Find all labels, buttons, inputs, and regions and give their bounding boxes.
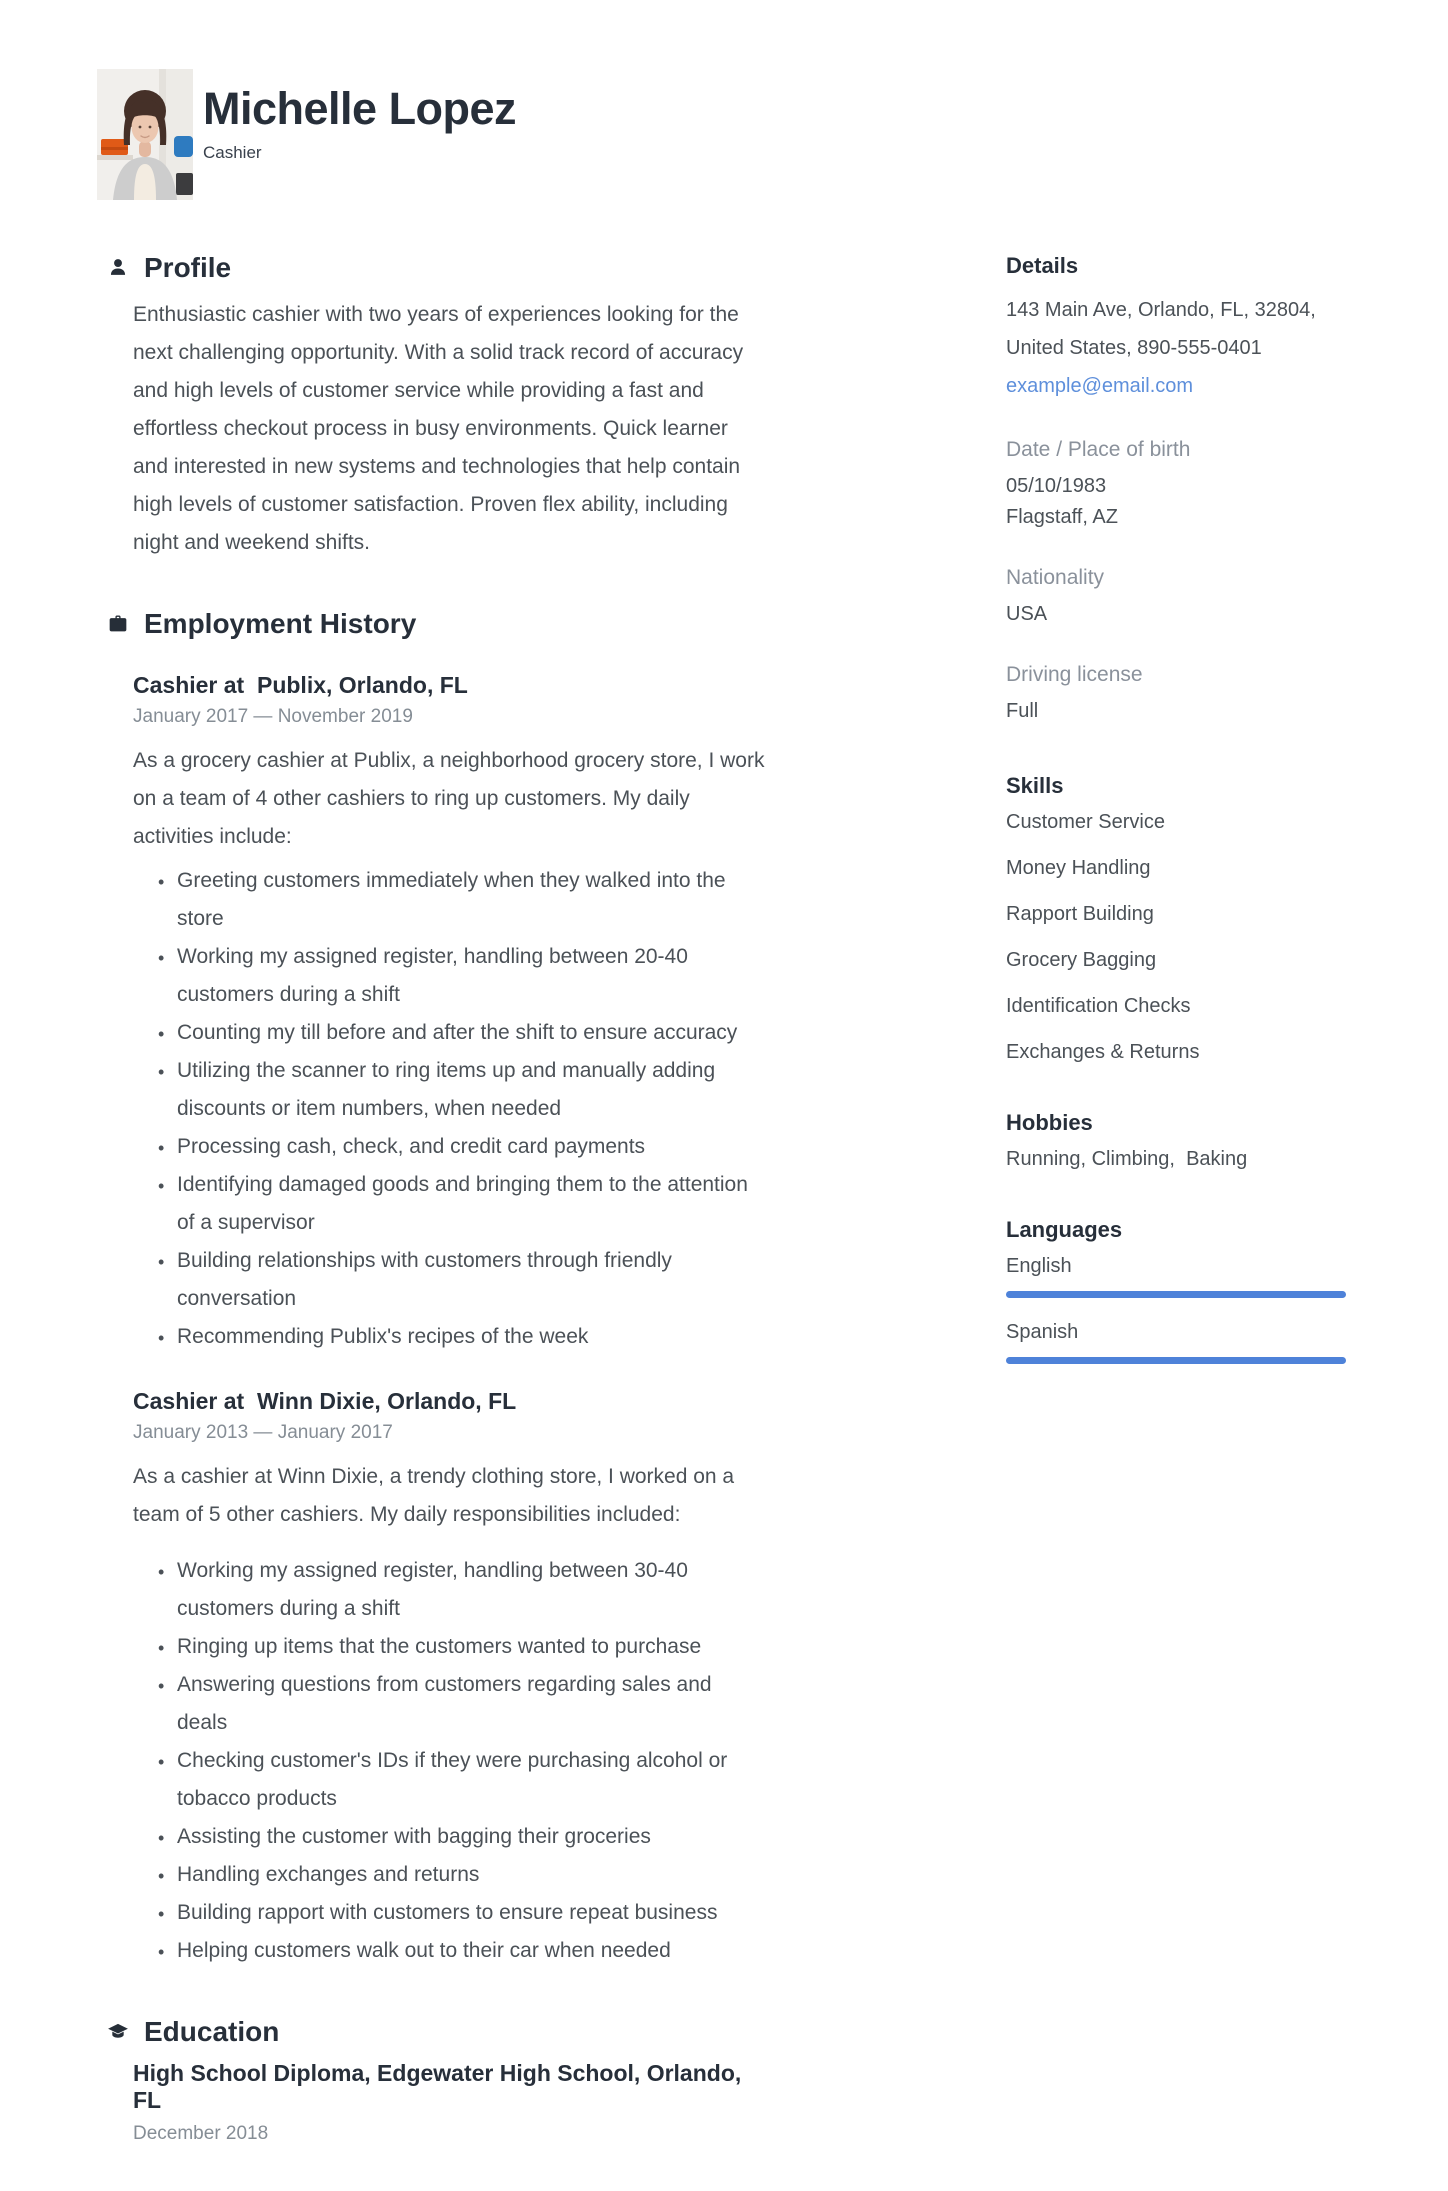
language-level-bar <box>1006 1291 1346 1298</box>
skill-item: Grocery Bagging <box>1006 949 1157 971</box>
job-bullet: • Counting my till before and after the shift to ensure accuracy <box>158 1014 767 1052</box>
education-dates: December 2018 <box>133 2123 269 2144</box>
candidate-title: Cashier <box>203 143 262 163</box>
job-dates: January 2013 — January 2017 <box>133 1422 393 1443</box>
graduation-cap-icon <box>107 2020 129 2044</box>
education-section <box>107 2016 767 2145</box>
job-bullet: • Ringing up items that the customers wanted to purchase <box>158 1628 767 1666</box>
skill-item: Customer Service <box>1006 811 1165 833</box>
job-bullet: • Processing cash, check, and credit card payments <box>158 1128 767 1166</box>
language-item <box>1006 1255 1346 1298</box>
hobbies-heading: Hobbies <box>1006 1110 1093 1135</box>
details-heading: Details <box>1006 253 1079 278</box>
briefcase-icon <box>107 612 129 636</box>
employment-heading: Employment History <box>144 608 417 639</box>
education-section-header <box>107 2016 767 2048</box>
profile-text: Enthusiastic cashier with two years of experiences looking for the next challenging opportunity. With a solid track record of accuracy and high levels of customer service while providing a fast and effortless checkout process in busy environments. Quick learner and interested in new systems and technologies that help contain high levels of customer satisfaction. Proven flex ability, including night and weekend shifts. <box>133 303 744 554</box>
person-icon <box>107 256 129 280</box>
profile-section <box>107 252 767 562</box>
skill-item: Identification Checks <box>1006 995 1191 1017</box>
job-bullet: • Recommending Publix's recipes of the week <box>158 1318 767 1356</box>
job-intro: As a cashier at Winn Dixie, a trendy clothing store, I worked on a team of 5 other cashiers. My daily responsibilities included: <box>133 1465 735 1526</box>
candidate-name: Michelle Lopez <box>203 83 517 134</box>
employment-section-header <box>107 608 767 640</box>
profile-section-header <box>107 252 767 284</box>
skills-heading: Skills <box>1006 773 1064 798</box>
nationality-value: USA <box>1006 603 1048 625</box>
education-heading: Education <box>144 2016 280 2047</box>
job-entry-winn-dixie <box>133 1388 767 1970</box>
driving-license-value: Full <box>1006 700 1039 722</box>
job-bullet: • Helping customers walk out to their car when needed <box>158 1932 767 1970</box>
job-dates: January 2017 — November 2019 <box>133 706 413 727</box>
nationality-label: Nationality <box>1006 566 1105 589</box>
education-degree: High School Diploma, Edgewater High School, Orlando, FL <box>133 2060 742 2113</box>
language-name: English <box>1006 1255 1072 1277</box>
details-group <box>1006 253 1346 727</box>
birth-label: Date / Place of birth <box>1006 438 1191 461</box>
language-level-bar <box>1006 1357 1346 1364</box>
job-bullet: • Building relationships with customers through friendly conversation <box>158 1242 767 1318</box>
skills-group <box>1006 773 1346 1064</box>
job-bullet: • Identifying damaged goods and bringing them to the attention of a supervisor <box>158 1166 767 1242</box>
education-entry <box>133 2060 767 2145</box>
hobbies-text: Running, Climbing, Baking <box>1006 1148 1248 1170</box>
job-title: Cashier at Winn Dixie, Orlando, FL <box>133 1388 517 1414</box>
skill-item: Money Handling <box>1006 857 1151 879</box>
job-bullet-list <box>133 1552 767 1970</box>
job-bullet: • Assisting the customer with bagging their groceries <box>158 1818 767 1856</box>
job-bullet: • Building rapport with customers to ensure repeat business <box>158 1894 767 1932</box>
profile-photo-illustration <box>97 69 193 200</box>
job-bullet: • Utilizing the scanner to ring items up and manually adding discounts or item numbers, when needed <box>158 1052 767 1128</box>
sidebar <box>1006 253 1346 1387</box>
language-name: Spanish <box>1006 1321 1079 1343</box>
address-line-2: United States, 890-555-0401 <box>1006 337 1262 359</box>
birth-date: 05/10/1983 <box>1006 475 1107 497</box>
driving-license-label: Driving license <box>1006 663 1143 686</box>
job-bullet: • Working my assigned register, handling between 30-40 customers during a shift <box>158 1552 767 1628</box>
birth-place: Flagstaff, AZ <box>1006 506 1118 528</box>
job-bullet: • Handling exchanges and returns <box>158 1856 767 1894</box>
resume-header <box>97 69 516 200</box>
job-bullet-list <box>133 862 767 1356</box>
job-title: Cashier at Publix, Orlando, FL <box>133 672 468 698</box>
hobbies-group <box>1006 1110 1346 1171</box>
job-bullet: • Working my assigned register, handling between 20-40 customers during a shift <box>158 938 767 1014</box>
job-bullet: • Answering questions from customers regarding sales and deals <box>158 1666 767 1742</box>
job-bullet: • Checking customer's IDs if they were purchasing alcohol or tobacco products <box>158 1742 767 1818</box>
job-bullet: • Greeting customers immediately when they walked into the store <box>158 862 767 938</box>
employment-section <box>107 608 767 1970</box>
language-item <box>1006 1321 1346 1364</box>
job-entry-publix <box>133 672 767 1356</box>
profile-heading: Profile <box>144 252 232 283</box>
job-intro: As a grocery cashier at Publix, a neighborhood grocery store, I work on a team of 4 other cashiers to ring up customers. My daily activities include: <box>133 749 765 848</box>
main-column <box>107 252 767 2191</box>
languages-heading: Languages <box>1006 1217 1123 1242</box>
header-text <box>203 69 516 200</box>
skill-item: Rapport Building <box>1006 903 1154 925</box>
skill-item: Exchanges & Returns <box>1006 1041 1200 1063</box>
email-link[interactable]: example@email.com <box>1006 375 1194 397</box>
profile-photo <box>97 69 193 200</box>
address-line-1: 143 Main Ave, Orlando, FL, 32804, <box>1006 299 1316 321</box>
languages-group <box>1006 1217 1346 1364</box>
